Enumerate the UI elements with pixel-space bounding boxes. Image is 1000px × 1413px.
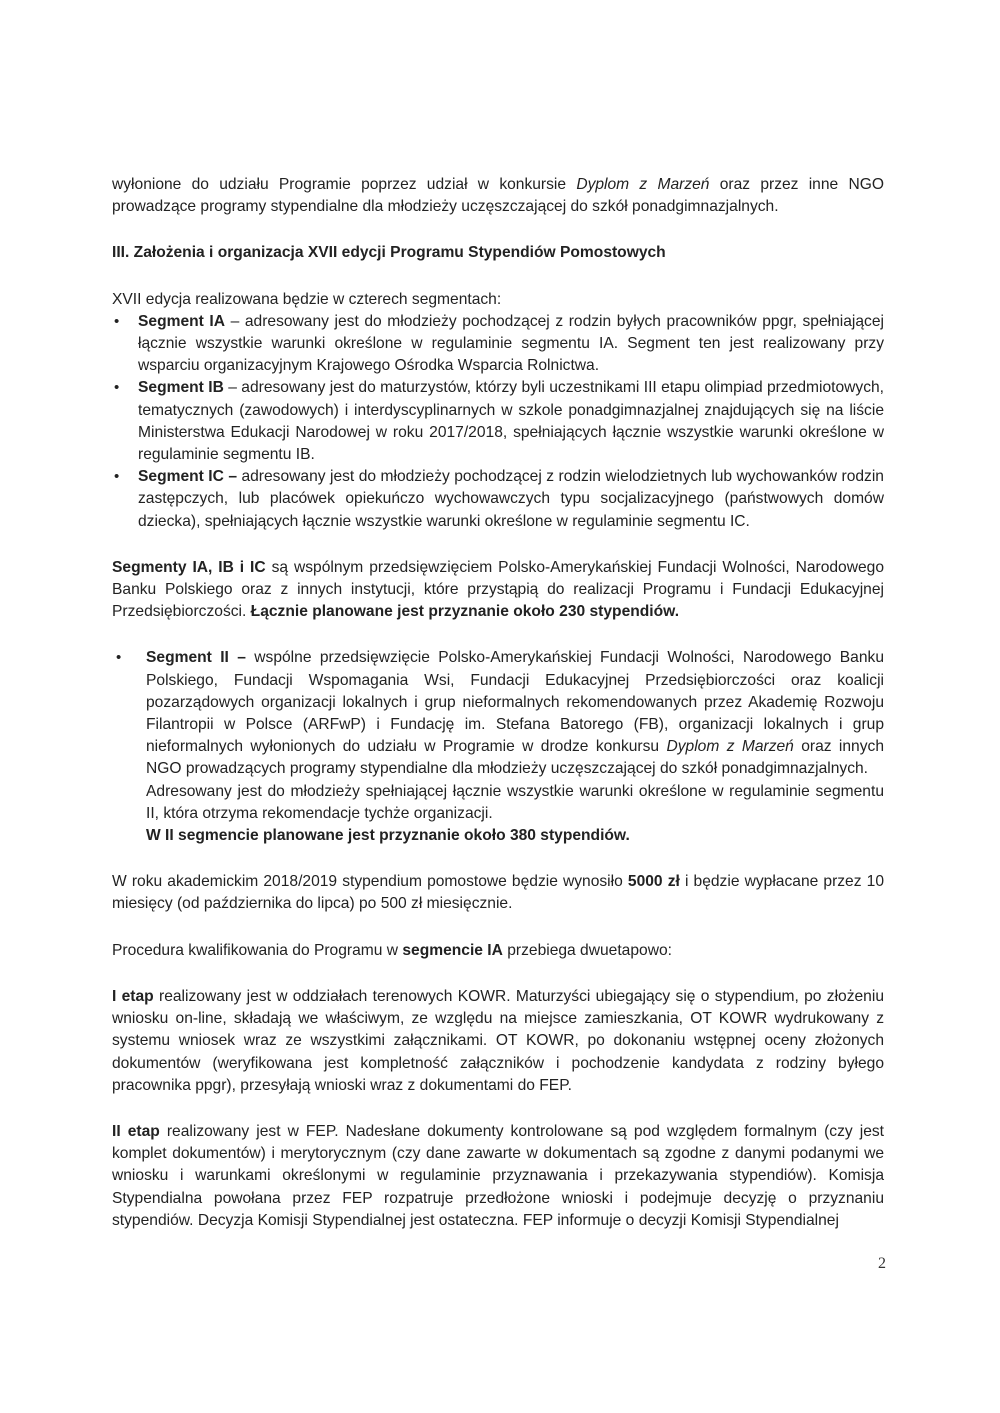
joint-paragraph — [112, 557, 884, 624]
stipend-paragraph — [112, 871, 884, 915]
contest-name: Dyplom z Marzeń — [666, 738, 794, 756]
stage1-label: I etap — [112, 987, 154, 1005]
list-item — [112, 647, 884, 847]
segment2-description — [146, 647, 884, 780]
segment2-list — [112, 647, 884, 847]
contest-name: Dyplom z Marzeń — [576, 176, 710, 193]
segment-text: – adresowany jest do młodzieży pochodzącej z rodzin byłych pracowników ppgr, spełniającej łącznie wszystkie warunki określone w regulaminie segmentu IA. Segment ten jest realizowany przy wsparciu organizacyjnym Krajowego Ośrodka Wsparcia Rolnictwa. — [138, 312, 884, 375]
procedure-text-2: przebiega dwuetapowo: — [502, 941, 672, 959]
stipend-text-2: i będzie wypłacane przez 10 miesięcy (od października do lipca) po 500 zł miesięcznie. — [112, 873, 884, 913]
bullet-icon: • — [116, 649, 122, 667]
list-item — [112, 466, 884, 533]
page-number: 2 — [878, 1255, 886, 1272]
bullet-icon: • — [114, 379, 120, 397]
stage2-paragraph — [112, 1121, 884, 1232]
stipend-amount: 5000 zł — [627, 873, 680, 891]
stage1-paragraph — [112, 986, 884, 1097]
segment-label: Segment IC – — [138, 468, 238, 486]
procedure-paragraph — [112, 940, 884, 962]
list-item — [112, 377, 884, 466]
joint-total: Łącznie planowane jest przyznanie około 230 stypendiów. — [250, 603, 680, 621]
segments-intro: XVII edycja realizowana będzie w czterech segmentach: — [112, 290, 502, 308]
bullet-icon: • — [114, 468, 120, 486]
segment-label: Segment IA — [138, 312, 226, 330]
segment-label: Segment IB — [138, 379, 224, 397]
segment2-addressed: Adresowany jest do młodzieży spełniającej łącznie wszystkie warunki określone w regulaminie segmentu II, która otrzyma rekomendacje tychże organizacji. — [146, 782, 884, 822]
intro-text-2: oraz przez inne NGO prowadzące programy stypendialne dla młodzieży uczęszczającej do szkół ponadgimnazjalnych. — [112, 176, 884, 216]
segment2-total — [146, 825, 884, 847]
bullet-icon: • — [114, 312, 120, 330]
section-heading: III. Założenia i organizacja XVII edycji Programu Stypendiów Pomostowych — [112, 244, 666, 262]
segment2-text-1: wspólne przedsięwzięcie Polsko-Amerykańskiej Fundacji Wolności, Narodowego Banku Polskiego, Fundacji Wspomagania Wsi, Fundacji Edukacyjnej Przedsiębiorczości oraz koalicji pozarządowych organizacji lokalnych i grup nieformalnych rekomendowanych przez Akademię Rozwoju Filantropii w Polsce (ARFwP) i Fundację im. Stefana Batorego (FB), organizacji lokalnych i grup nieformalnych wyłonionych do udziału w Programie w drodze konkursu — [146, 649, 885, 756]
segment-text: adresowany jest do młodzieży pochodzącej z rodzin wielodzietnych lub wychowanków rodzin zastępczych, lub placówek opiekuńczo wychowawczych typu socjalizacyjnego (państwowych domów dziecka), spełniających łącznie wszystkie warunki określone w regulaminie segmentu IC. — [138, 468, 884, 530]
intro-text-1: wyłonione do udziału Programie poprzez udział w konkursie — [112, 176, 577, 193]
segment-list — [112, 311, 884, 533]
stage2-label: II etap — [112, 1122, 160, 1140]
stage1-text: realizowany jest w oddziałach terenowych KOWR. Maturzyści ubiegający się o stypendium, po złożeniu wniosku on-line, składają we właściwym, ze względu na miejsce zamieszkania, OT KOWR wydrukowany z systemu wniosek wraz ze wszystkimi załącznikami. OT KOWR, po dokonaniu wstępnej oceny złożonych dokumentów (weryfikowana jest kompletność załączników i pochodzenie kandydata z rodziny byłego pracownika ppgr), przesyłają wnioski wraz z dokumentami do FEP. — [112, 987, 884, 1094]
stipend-text-1: W roku akademickim 2018/2019 stypendium pomostowe będzie wynosiło — [112, 873, 628, 891]
segment-text: – adresowany jest do maturzystów, którzy byli uczestnikami III etapu olimpiad przedmiotowych, tematycznych (zawodowych) i interdyscyplinarnych w szkole ponadgimnazjalnej znajdujących się na liście Ministerstwa Edukacji Narodowej w roku 2017/2018, spełniających łącznie wszystkie warunki określone w regulaminie segmentu IB. — [138, 379, 885, 464]
segment2-label: Segment II – — [146, 649, 246, 667]
segment2-total-text: W II segmencie planowane jest przyznanie około 380 stypendiów. — [146, 827, 630, 845]
procedure-segment: segmencie IA — [402, 941, 503, 959]
segment2-text-2: oraz innych NGO prowadzących programy stypendialne dla młodzieży uczęszczającej do szkół ponadgimnazjalnych. — [146, 738, 884, 778]
list-item — [112, 311, 884, 378]
intro-paragraph — [112, 174, 884, 218]
procedure-text-1: Procedura kwalifikowania do Programu w — [112, 941, 403, 959]
stage2-text: realizowany jest w FEP. Nadesłane dokumenty kontrolowane są pod względem formalnym (czy jest komplet dokumentów) i merytorycznym (czy dane zawarte w dokumentach są zgodne z danymi podanymi we wniosku i warunkami określonymi w regulaminie przyznawania i przekazywania stypendiów). Komisja Stypendialna powołana przez FEP rozpatruje przedłożone wnioski i podejmuje decyzję o przyznaniu stypendiów. Decyzja Komisji Stypendialnej jest ostateczna. FEP informuje o decyzji Komisji Stypendialnej — [112, 1122, 884, 1229]
joint-text: są wspólnym przedsięwzięciem Polsko-Amerykańskiej Fundacji Wolności, Narodowego Banku Polskiego oraz z innych instytucji, które przystąpią do realizacji Programu i Fundacji Edukacyjnej Przedsiębiorczości. — [112, 558, 884, 621]
joint-label: Segmenty IA, IB i IC — [112, 558, 266, 576]
